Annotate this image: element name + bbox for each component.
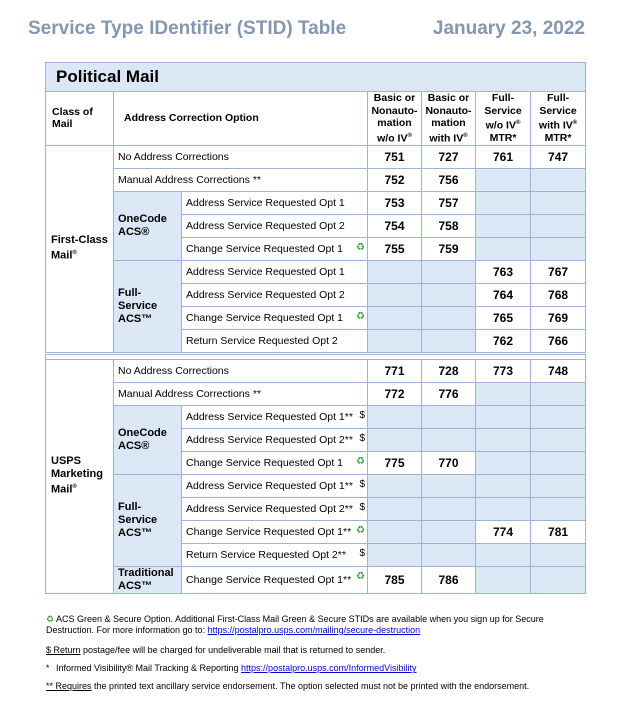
empty-cell bbox=[368, 428, 422, 451]
page-title: Service Type IDentifier (STID) Table bbox=[28, 18, 347, 39]
empty-cell bbox=[422, 405, 476, 428]
empty-cell bbox=[422, 306, 476, 329]
option-label: Change Service Requested Opt 1 bbox=[186, 242, 344, 255]
stid-value: 775 bbox=[368, 451, 422, 474]
recycle-icon: ♻ bbox=[356, 570, 365, 582]
empty-cell bbox=[422, 520, 476, 543]
option-label: Change Service Requested Opt 1** bbox=[186, 525, 352, 538]
empty-cell bbox=[422, 329, 476, 353]
col-basic-wo-iv: Basic or Nonauto- mation w/o IV® bbox=[368, 92, 422, 146]
option-cell bbox=[182, 451, 368, 474]
stid-value: 759 bbox=[422, 237, 476, 260]
table-row bbox=[46, 191, 586, 214]
footnote-text: the printed text ancillary service endorsement. The option selected must not be printed with the endorsement. bbox=[91, 681, 530, 691]
empty-cell bbox=[422, 474, 476, 497]
stid-value: 786 bbox=[422, 566, 476, 593]
stid-value: 781 bbox=[531, 520, 586, 543]
recycle-icon: ♻ bbox=[356, 524, 365, 536]
empty-cell bbox=[476, 428, 531, 451]
stid-value: 754 bbox=[368, 214, 422, 237]
table-row bbox=[46, 359, 586, 382]
dollar-icon: $ bbox=[359, 432, 365, 444]
subgroup-full-service-acs: Full-Service ACS™ bbox=[114, 474, 182, 566]
empty-cell bbox=[531, 451, 586, 474]
stid-value: 763 bbox=[476, 260, 531, 283]
table-row bbox=[46, 260, 586, 283]
empty-cell bbox=[531, 474, 586, 497]
option-cell bbox=[182, 237, 368, 260]
table-row bbox=[46, 566, 586, 593]
empty-cell bbox=[422, 497, 476, 520]
option-label: Address Service Requested Opt 2** bbox=[186, 502, 353, 515]
empty-cell bbox=[368, 260, 422, 283]
table-row bbox=[46, 405, 586, 428]
option-label: Address Service Requested Opt 1** bbox=[186, 410, 353, 423]
stid-value: 751 bbox=[368, 145, 422, 168]
stid-value: 767 bbox=[531, 260, 586, 283]
footnote-dollar bbox=[46, 645, 591, 656]
option-label: Return Service Requested Opt 2** bbox=[186, 548, 346, 561]
empty-cell bbox=[368, 520, 422, 543]
stid-value: 766 bbox=[531, 329, 586, 353]
empty-cell bbox=[531, 237, 586, 260]
recycle-icon: ♻ bbox=[356, 455, 365, 467]
col-address-option: Address Correction Option bbox=[114, 92, 368, 146]
option-label: Address Service Requested Opt 1 bbox=[182, 260, 368, 283]
secure-destruction-link[interactable]: https://postalpro.usps.com/mailing/secure-destruction bbox=[207, 625, 421, 635]
empty-cell bbox=[368, 283, 422, 306]
footnote-text: postage/fee will be charged for undeliverable mail that is returned to sender. bbox=[80, 645, 386, 655]
option-label: Address Service Requested Opt 2 bbox=[182, 214, 368, 237]
group-usps-marketing: USPS Marketing Mail® bbox=[46, 359, 114, 593]
empty-cell bbox=[476, 566, 531, 593]
column-header-row bbox=[46, 92, 586, 146]
empty-cell bbox=[476, 382, 531, 405]
table-row bbox=[46, 168, 586, 191]
empty-cell bbox=[476, 474, 531, 497]
empty-cell bbox=[368, 329, 422, 353]
table-row bbox=[46, 382, 586, 405]
stid-value: 761 bbox=[476, 145, 531, 168]
option-label: Address Service Requested Opt 2 bbox=[182, 283, 368, 306]
empty-cell bbox=[368, 497, 422, 520]
stid-value: 764 bbox=[476, 283, 531, 306]
dollar-icon: $ bbox=[359, 478, 365, 490]
option-label: Manual Address Corrections ** bbox=[114, 168, 368, 191]
empty-cell bbox=[476, 214, 531, 237]
empty-cell bbox=[531, 382, 586, 405]
option-label: Change Service Requested Opt 1 bbox=[186, 456, 344, 469]
empty-cell bbox=[531, 543, 586, 566]
asterisk-icon: * bbox=[46, 663, 50, 673]
option-label: Return Service Requested Opt 2 bbox=[182, 329, 368, 353]
col-fs-with-iv: Full- Service with IV® MTR* bbox=[531, 92, 586, 146]
subgroup-onecode-acs: OneCode ACS® bbox=[114, 191, 182, 260]
empty-cell bbox=[422, 428, 476, 451]
stid-value: 768 bbox=[531, 283, 586, 306]
empty-cell bbox=[476, 405, 531, 428]
empty-cell bbox=[422, 543, 476, 566]
recycle-icon: ♻ bbox=[356, 241, 365, 253]
stid-value: 757 bbox=[422, 191, 476, 214]
option-label: Address Service Requested Opt 1** bbox=[186, 479, 353, 492]
option-cell bbox=[182, 520, 368, 543]
option-cell bbox=[182, 474, 368, 497]
stid-value: 773 bbox=[476, 359, 531, 382]
empty-cell bbox=[531, 214, 586, 237]
subgroup-onecode-acs: OneCode ACS® bbox=[114, 405, 182, 474]
group-first-class: First-Class Mail® bbox=[46, 145, 114, 353]
page-header bbox=[28, 18, 585, 42]
stid-value: 758 bbox=[422, 214, 476, 237]
table-row bbox=[46, 145, 586, 168]
dollar-icon: $ bbox=[359, 409, 365, 421]
stid-value: 727 bbox=[422, 145, 476, 168]
stid-value: 774 bbox=[476, 520, 531, 543]
dollar-icon: $ bbox=[359, 501, 365, 513]
option-cell bbox=[182, 543, 368, 566]
option-cell bbox=[182, 306, 368, 329]
empty-cell bbox=[476, 543, 531, 566]
option-label: No Address Corrections bbox=[114, 145, 368, 168]
recycle-icon: ♻ bbox=[46, 614, 55, 624]
table-row bbox=[46, 474, 586, 497]
option-label: Address Service Requested Opt 1 bbox=[182, 191, 368, 214]
dollar-icon: $ bbox=[359, 547, 365, 559]
stid-value: 748 bbox=[531, 359, 586, 382]
option-label: No Address Corrections bbox=[114, 359, 368, 382]
stid-value: 728 bbox=[422, 359, 476, 382]
option-label: Change Service Requested Opt 1 bbox=[186, 311, 344, 324]
stid-value: 755 bbox=[368, 237, 422, 260]
table-title: Political Mail bbox=[46, 63, 586, 92]
option-label: Manual Address Corrections ** bbox=[114, 382, 368, 405]
empty-cell bbox=[368, 405, 422, 428]
subgroup-traditional-acs: Traditional ACS™ bbox=[114, 566, 182, 593]
option-cell bbox=[182, 428, 368, 451]
stid-value: 769 bbox=[531, 306, 586, 329]
stid-value: 771 bbox=[368, 359, 422, 382]
footnote-text: ACS Green & Secure Option. Additional First-Class Mail Green & Secure STIDs are available when you sign up for Secure Destruction. For more information go to: bbox=[46, 614, 544, 635]
dollar-icon: $ Return bbox=[46, 645, 81, 655]
stid-table bbox=[45, 62, 586, 594]
footnote-green bbox=[46, 614, 591, 636]
stid-value: 765 bbox=[476, 306, 531, 329]
empty-cell bbox=[476, 497, 531, 520]
page-date: January 23, 2022 bbox=[432, 18, 585, 39]
informed-visibility-link[interactable]: https://postalpro.usps.com/InformedVisibility bbox=[241, 663, 417, 673]
empty-cell bbox=[422, 260, 476, 283]
empty-cell bbox=[531, 497, 586, 520]
empty-cell bbox=[368, 306, 422, 329]
empty-cell bbox=[422, 283, 476, 306]
stid-value: 785 bbox=[368, 566, 422, 593]
empty-cell bbox=[531, 428, 586, 451]
stid-value: 776 bbox=[422, 382, 476, 405]
stid-value: 752 bbox=[368, 168, 422, 191]
footnote-dstar bbox=[46, 681, 591, 692]
option-label: Change Service Requested Opt 1** bbox=[186, 573, 352, 586]
stid-value: 753 bbox=[368, 191, 422, 214]
recycle-icon: ♻ bbox=[356, 310, 365, 322]
option-label: Address Service Requested Opt 2** bbox=[186, 433, 353, 446]
stid-value: 770 bbox=[422, 451, 476, 474]
empty-cell bbox=[368, 543, 422, 566]
empty-cell bbox=[531, 405, 586, 428]
col-basic-with-iv: Basic or Nonauto- mation with IV® bbox=[422, 92, 476, 146]
stid-value: 747 bbox=[531, 145, 586, 168]
empty-cell bbox=[476, 237, 531, 260]
empty-cell bbox=[476, 168, 531, 191]
empty-cell bbox=[476, 191, 531, 214]
stid-value: 762 bbox=[476, 329, 531, 353]
stid-value: 772 bbox=[368, 382, 422, 405]
option-cell bbox=[182, 566, 368, 593]
footnote-star bbox=[46, 663, 591, 674]
empty-cell bbox=[531, 191, 586, 214]
empty-cell bbox=[531, 168, 586, 191]
col-fs-wo-iv: Full- Service w/o IV® MTR* bbox=[476, 92, 531, 146]
col-class-of-mail: Class of Mail bbox=[46, 92, 114, 146]
empty-cell bbox=[531, 566, 586, 593]
footnote-text: Informed Visibility® Mail Tracking & Reporting bbox=[56, 663, 242, 673]
subgroup-full-service-acs: Full-Service ACS™ bbox=[114, 260, 182, 353]
double-asterisk-icon: ** Requires bbox=[46, 681, 92, 691]
option-cell bbox=[182, 405, 368, 428]
empty-cell bbox=[368, 474, 422, 497]
option-cell bbox=[182, 497, 368, 520]
empty-cell bbox=[476, 451, 531, 474]
stid-value: 756 bbox=[422, 168, 476, 191]
